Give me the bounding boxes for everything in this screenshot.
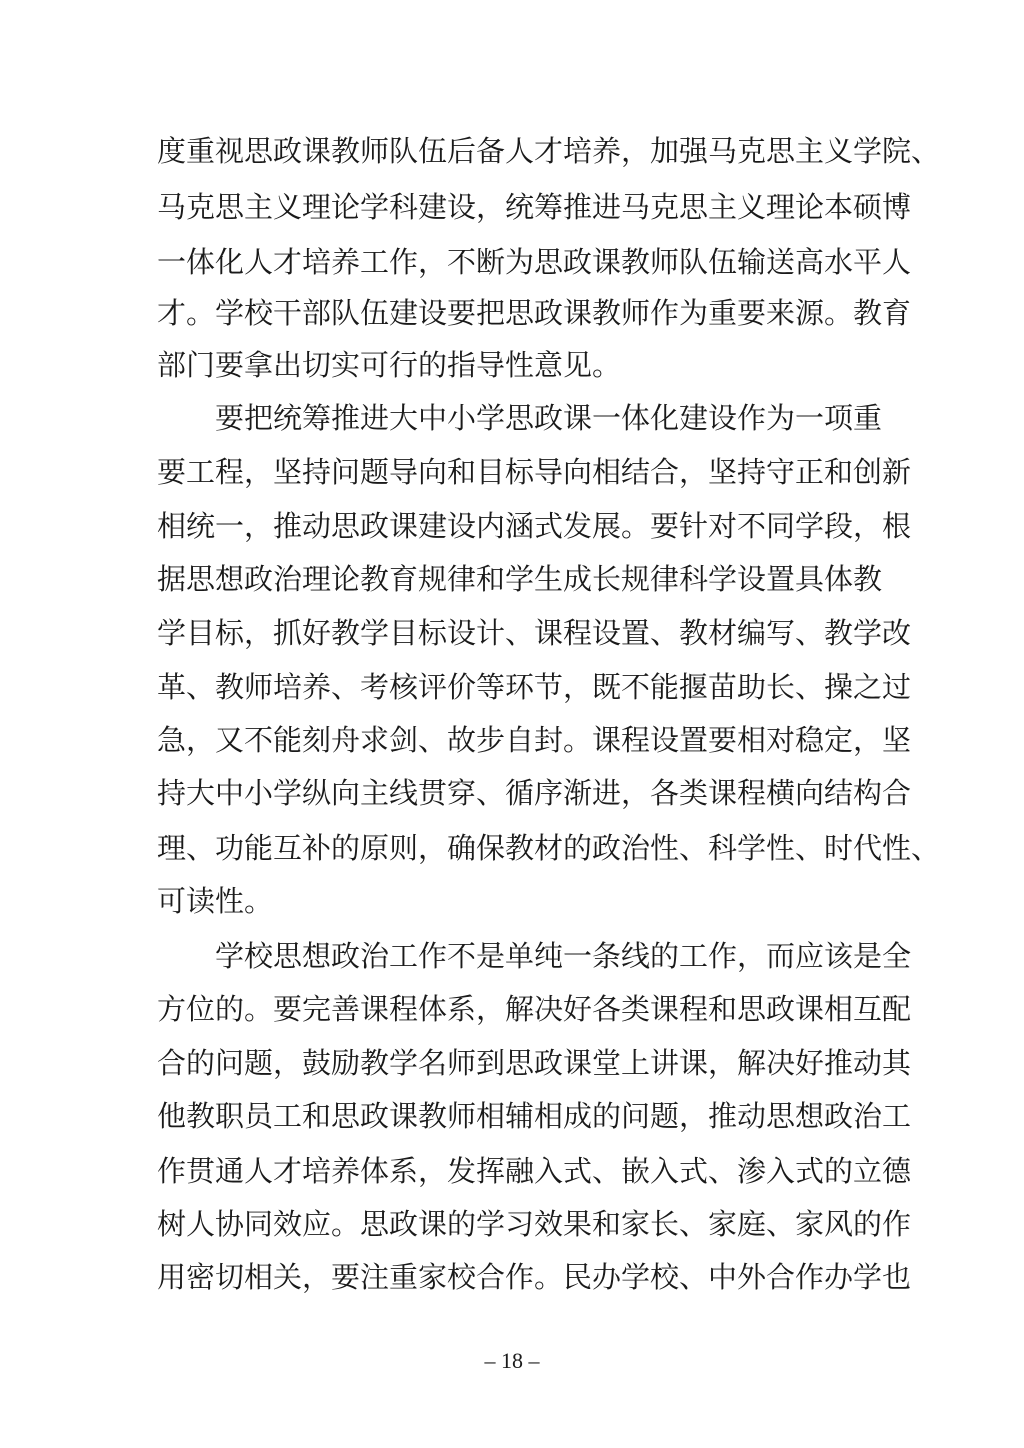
text-line: 学目标，抓好教学目标设计、课程设置、教材编写、教学改 xyxy=(157,616,912,650)
text-line: 作贯通人才培养体系，发挥融入式、嵌入式、渗入式的立德 xyxy=(157,1154,912,1188)
text-line: 相统一，推动思政课建设内涵式发展。要针对不同学段，根 xyxy=(157,509,912,543)
text-line: 可读性。 xyxy=(157,884,274,918)
text-line: 才。学校干部队伍建设要把思政课教师作为重要来源。教育 xyxy=(157,296,912,330)
text-line: 用密切相关，要注重家校合作。民办学校、中外合作办学也 xyxy=(157,1260,912,1294)
text-line: 学校思想政治工作不是单纯一条线的工作，而应该是全 xyxy=(157,939,912,973)
text-line: 据思想政治理论教育规律和学生成长规律科学设置具体教 xyxy=(157,562,883,596)
text-line: 理、功能互补的原则，确保教材的政治性、科学性、时代性、 xyxy=(157,831,941,865)
text-line: 革、教师培养、考核评价等环节，既不能揠苗助长、操之过 xyxy=(157,670,912,704)
text-line: 合的问题，鼓励教学名师到思政课堂上讲课，解决好推动其 xyxy=(157,1046,912,1080)
text-line: 部门要拿出切实可行的指导性意见。 xyxy=(157,348,622,382)
text-line: 他教职员工和思政课教师相辅相成的问题，推动思想政治工 xyxy=(157,1099,912,1133)
text-line: 持大中小学纵向主线贯穿、循序渐进，各类课程横向结构合 xyxy=(157,776,912,810)
text-line: 马克思主义理论学科建设，统筹推进马克思主义理论本硕博 xyxy=(157,190,912,224)
text-line: 方位的。要完善课程体系，解决好各类课程和思政课相互配 xyxy=(157,992,912,1026)
text-line: 要把统筹推进大中小学思政课一体化建设作为一项重 xyxy=(157,401,883,435)
text-line: 树人协同效应。思政课的学习效果和家长、家庭、家风的作 xyxy=(157,1207,912,1241)
text-line: 度重视思政课教师队伍后备人才培养，加强马克思主义学院、 xyxy=(157,134,941,168)
text-line: 急，又不能刻舟求剑、故步自封。课程设置要相对稳定，坚 xyxy=(157,723,912,757)
page-number: – 18 – xyxy=(484,1348,540,1373)
text-line: 一体化人才培养工作，不断为思政课教师队伍输送高水平人 xyxy=(157,245,912,279)
text-line: 要工程，坚持问题导向和目标导向相结合，坚持守正和创新 xyxy=(157,455,912,489)
